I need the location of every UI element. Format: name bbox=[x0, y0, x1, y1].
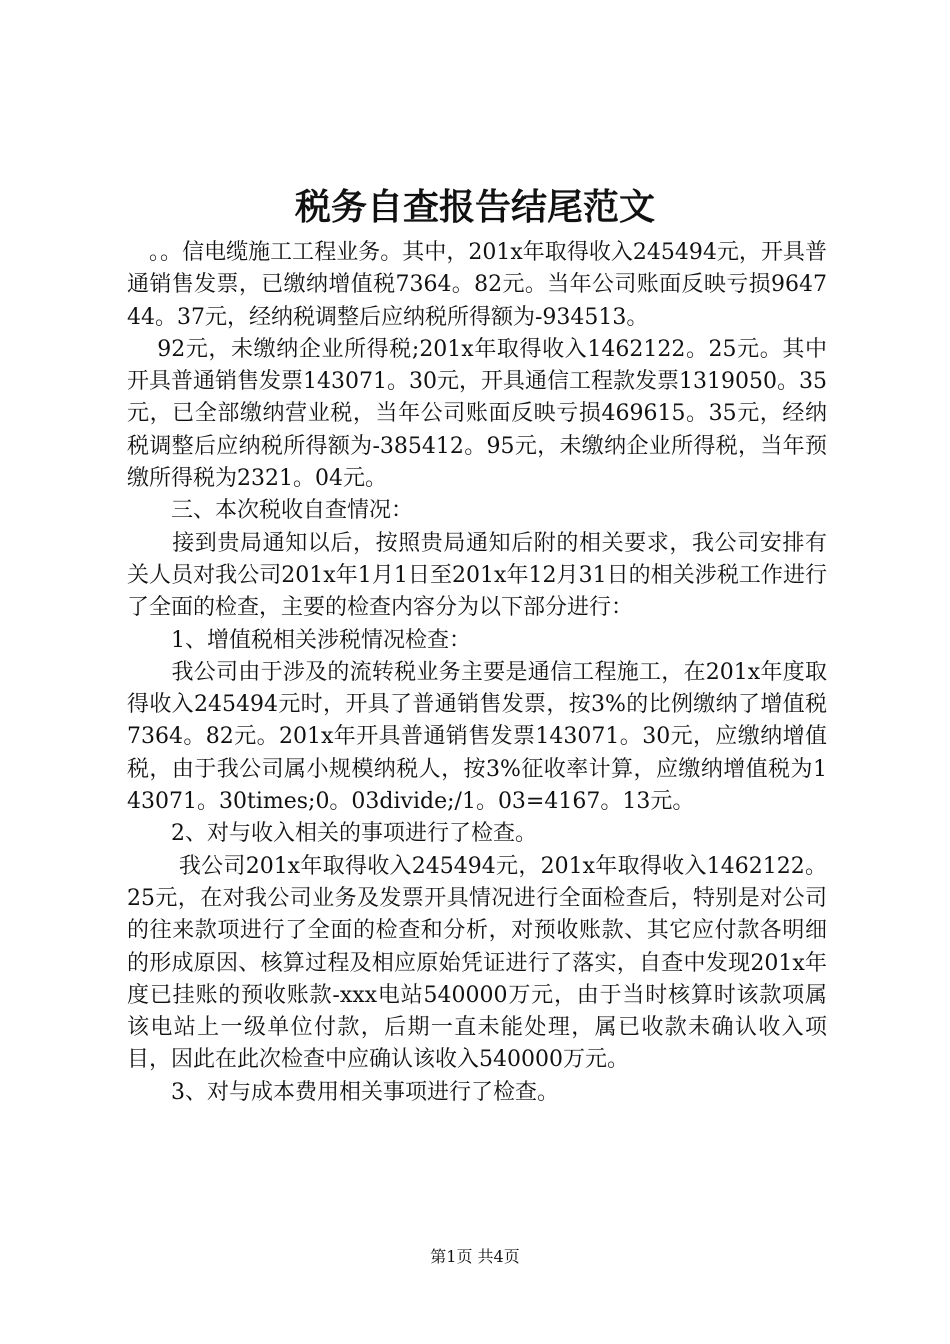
document-body bbox=[127, 237, 827, 1109]
paragraph: 92元，未缴纳企业所得税;201x年取得收入1462122。25元。其中开具普通销售发票143071。30元，开具通信工程款发票1319050。35元，已全部缴纳营业税，当年公司账面反映亏损469615。35元，经纳税调整后应纳税所得额为-385412。95元，未缴纳企业所得税，当年预缴所得税为2321。04元。 bbox=[127, 336, 827, 492]
document-title: 税务自查报告结尾范文 bbox=[294, 187, 655, 228]
subsection-heading: 2、对与收入相关的事项进行了检查。 bbox=[127, 821, 537, 847]
subsection-heading: 3、对与成本费用相关事项进行了检查。 bbox=[127, 1079, 559, 1105]
paragraph: 我公司由于涉及的流转税业务主要是通信工程施工，在201x年度取得收入245494元时，开具了普通销售发票，按3%的比例缴纳了增值税7364。82元。201x年开具普通销售发票143071。30元，应缴纳增值税，由于我公司属小规模纳税人，按3%征收率计算，应缴纳增值税为143071。30times;0。03divide;/1。03=4167。13元。 bbox=[127, 659, 827, 815]
subsection-heading: 1、增值税相关涉税情况检查： bbox=[127, 627, 471, 653]
section-heading: 三、本次税收自查情况： bbox=[127, 498, 414, 524]
paragraph: 。。信电缆施工工程业务。其中，201x年取得收入245494元，开具普通销售发票，已缴纳增值税7364。82元。当年公司账面反映亏损964744。37元，经纳税调整后应纳税所得额为-934513。 bbox=[127, 240, 827, 330]
page-number-footer: 第1页 共4页 bbox=[430, 1247, 520, 1266]
paragraph: 我公司201x年取得收入245494元，201x年取得收入1462122。25元，在对我公司业务及发票开具情况进行全面检查后，特别是对公司的往来款项进行了全面的检查和分析，对预收账款、其它应付款各明细的形成原因、核算过程及相应原始凭证进行了落实，自查中发现201x年度已挂账的预收账款-xxx电站540000万元，由于当时核算时该款项属该电站上一级单位付款，后期一直未能处理，属已收款未确认收入项目，因此在此次检查中应确认该收入540000万元。 bbox=[127, 853, 827, 1073]
paragraph: 接到贵局通知以后，按照贵局通知后附的相关要求，我公司安排有关人员对我公司201x年1月1日至201x年12月31日的相关涉税工作进行了全面的检查，主要的检查内容分为以下部分进行： bbox=[127, 530, 827, 621]
